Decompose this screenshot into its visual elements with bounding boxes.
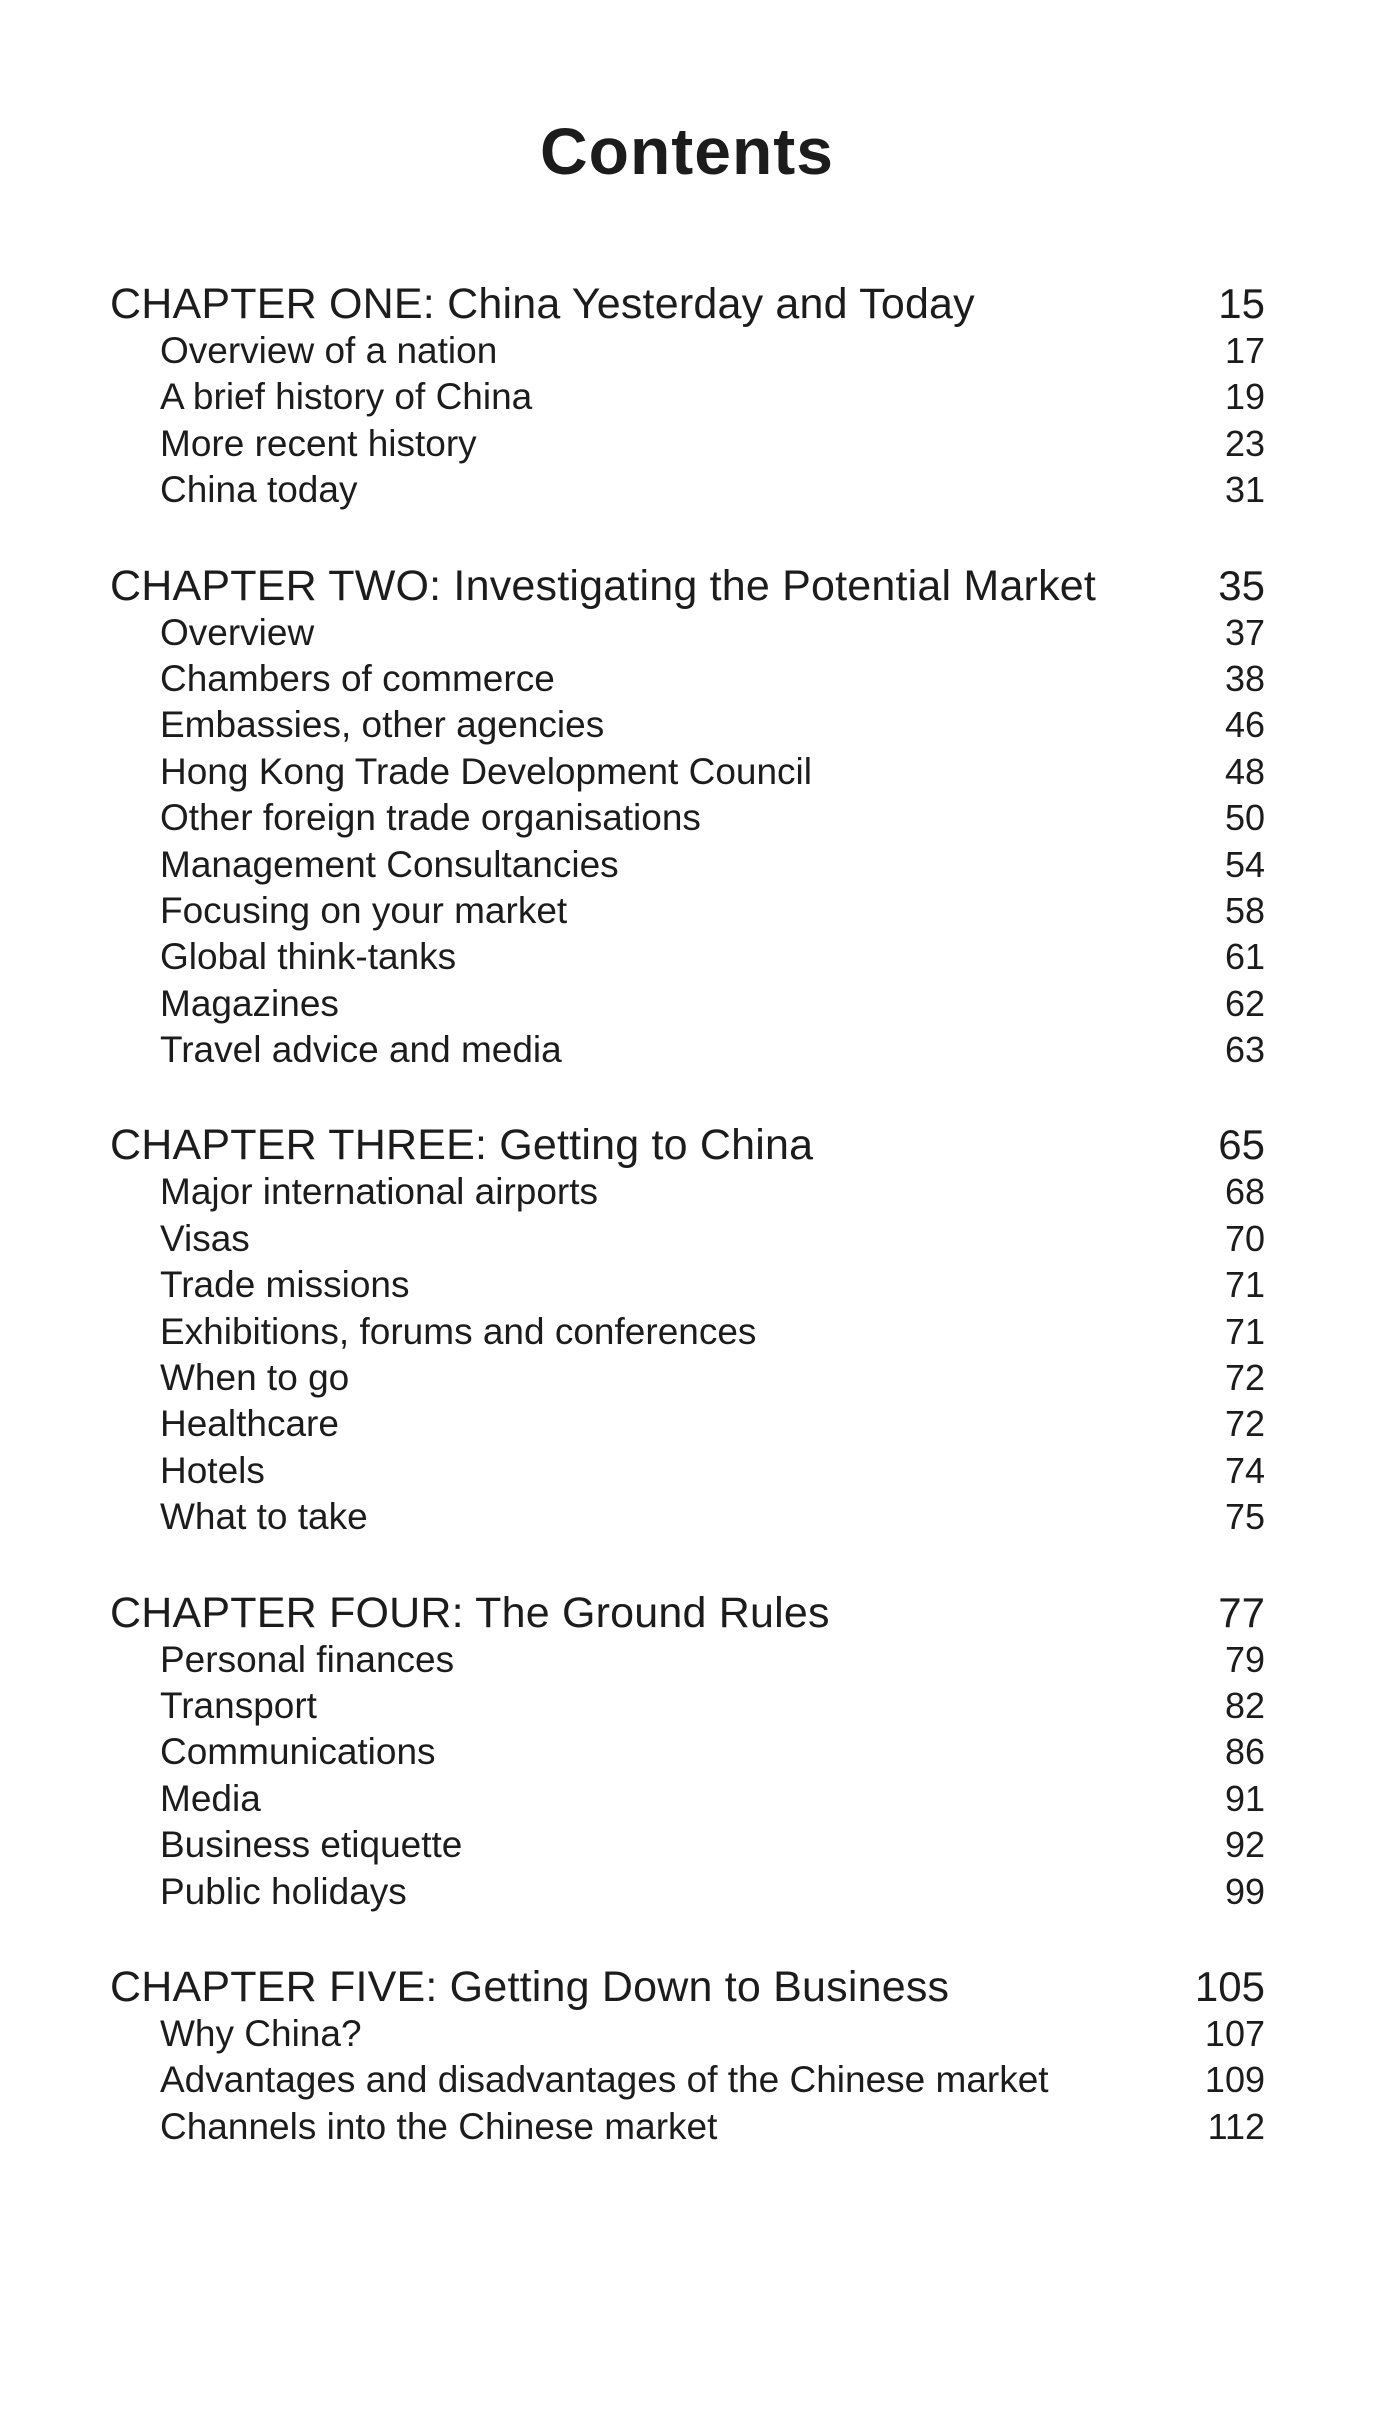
toc-entry[interactable]	[110, 1027, 1265, 1073]
toc-entry[interactable]	[110, 1401, 1265, 1447]
toc-entry[interactable]	[110, 2011, 1265, 2057]
toc-entry[interactable]	[110, 1729, 1265, 1775]
entry-title: China today	[160, 469, 358, 511]
chapter-four	[110, 1589, 1265, 1915]
chapter-five	[110, 1963, 1265, 2150]
entry-title: Embassies, other agencies	[160, 704, 605, 746]
entry-title: What to take	[160, 1496, 368, 1538]
entry-title: Transport	[160, 1684, 317, 1726]
chapter-page-number: 35	[1218, 561, 1265, 609]
entry-page-number: 63	[1224, 1029, 1265, 1071]
entry-page-number: 19	[1224, 376, 1265, 418]
toc-entry[interactable]	[110, 888, 1265, 934]
entry-title: Chambers of commerce	[160, 657, 555, 699]
entry-title: A brief history of China	[160, 376, 533, 418]
entry-title: Healthcare	[160, 1403, 339, 1445]
chapter-title: CHAPTER FOUR: The Ground Rules	[110, 1588, 830, 1637]
entry-title: Visas	[160, 1217, 250, 1259]
entry-page-number: 58	[1224, 889, 1265, 931]
toc-entry[interactable]	[110, 1169, 1265, 1215]
entry-title: When to go	[160, 1357, 350, 1399]
entry-title: Public holidays	[160, 1870, 407, 1912]
chapter-heading[interactable]	[110, 1589, 1265, 1637]
table-of-contents	[110, 280, 1265, 2198]
toc-entry[interactable]	[110, 1355, 1265, 1401]
toc-entry[interactable]	[110, 421, 1265, 467]
chapter-two	[110, 562, 1265, 1074]
entry-page-number: 99	[1224, 1870, 1265, 1912]
chapter-heading[interactable]	[110, 562, 1265, 610]
entry-title: More recent history	[160, 422, 477, 464]
chapter-title: CHAPTER THREE: Getting to China	[110, 1121, 814, 1170]
entry-title: Hong Kong Trade Development Council	[160, 750, 812, 792]
entry-title: Overview of a nation	[160, 330, 498, 371]
chapter-title: CHAPTER TWO: Investigating the Potential Market	[110, 561, 1097, 610]
entry-title: Business etiquette	[160, 1824, 463, 1866]
chapter-page-number: 105	[1194, 1962, 1265, 2010]
chapter-page-number: 15	[1218, 280, 1265, 327]
entry-title: Media	[160, 1777, 261, 1819]
chapter-one	[110, 280, 1265, 514]
entry-page-number: 48	[1224, 750, 1265, 792]
entry-page-number: 109	[1204, 2059, 1265, 2101]
chapter-title: CHAPTER ONE: China Yesterday and Today	[110, 280, 975, 328]
entry-page-number: 72	[1224, 1403, 1265, 1445]
entry-page-number: 72	[1224, 1357, 1265, 1399]
entry-page-number: 75	[1224, 1496, 1265, 1538]
entry-page-number: 62	[1224, 982, 1265, 1024]
toc-entry[interactable]	[110, 842, 1265, 888]
toc-entry[interactable]	[110, 981, 1265, 1027]
entry-title: Personal finances	[160, 1638, 455, 1680]
entry-page-number: 79	[1224, 1638, 1265, 1680]
entry-page-number: 70	[1224, 1217, 1265, 1259]
entry-page-number: 68	[1224, 1171, 1265, 1213]
chapter-heading[interactable]	[110, 1121, 1265, 1169]
toc-entry[interactable]	[110, 1216, 1265, 1262]
chapter-page-number: 77	[1218, 1588, 1265, 1636]
entry-page-number: 74	[1224, 1449, 1265, 1491]
entry-title: Overview	[160, 611, 315, 653]
toc-entry[interactable]	[110, 2057, 1265, 2103]
entry-page-number: 71	[1224, 1264, 1265, 1306]
toc-entry[interactable]	[110, 934, 1265, 980]
entry-page-number: 91	[1224, 1777, 1265, 1819]
entry-page-number: 86	[1224, 1731, 1265, 1773]
entry-title: Major international airports	[160, 1171, 599, 1213]
entry-title: Exhibitions, forums and conferences	[160, 1310, 757, 1352]
toc-entry[interactable]	[110, 1776, 1265, 1822]
page-title: Contents	[540, 114, 834, 188]
entry-page-number: 71	[1224, 1310, 1265, 1352]
chapter-heading[interactable]	[110, 1963, 1265, 2011]
toc-entry[interactable]	[110, 1309, 1265, 1355]
chapter-title: CHAPTER FIVE: Getting Down to Business	[110, 1962, 950, 2011]
toc-entry[interactable]	[110, 656, 1265, 702]
entry-page-number: 112	[1207, 2105, 1265, 2147]
entry-page-number: 107	[1204, 2012, 1265, 2054]
entry-title: Focusing on your market	[160, 889, 568, 931]
toc-entry[interactable]	[110, 702, 1265, 748]
entry-title: Global think-tanks	[160, 936, 457, 978]
chapter-heading[interactable]	[110, 280, 1265, 328]
entry-title: Advantages and disadvantages of the Chinese market	[160, 2059, 1049, 2101]
entry-page-number: 54	[1224, 843, 1265, 885]
entry-title: Channels into the Chinese market	[160, 2105, 718, 2147]
toc-entry[interactable]	[110, 1683, 1265, 1729]
toc-entry[interactable]	[110, 1822, 1265, 1868]
toc-entry[interactable]	[110, 795, 1265, 841]
entry-page-number: 50	[1224, 797, 1265, 839]
entry-title: Magazines	[160, 982, 339, 1024]
toc-entry[interactable]	[110, 1448, 1265, 1494]
entry-page-number: 37	[1224, 611, 1265, 653]
entry-page-number: 46	[1224, 704, 1265, 746]
toc-entry[interactable]	[110, 467, 1265, 513]
entry-page-number: 31	[1224, 469, 1265, 511]
entry-title: Communications	[160, 1731, 436, 1773]
toc-entry[interactable]	[110, 749, 1265, 795]
toc-entry[interactable]	[110, 610, 1265, 656]
entry-title: Other foreign trade organisations	[160, 797, 701, 839]
toc-entry[interactable]	[110, 1869, 1265, 1915]
toc-entry[interactable]	[110, 1637, 1265, 1683]
toc-entry[interactable]	[110, 328, 1265, 374]
entry-title: Travel advice and media	[160, 1029, 562, 1071]
toc-entry[interactable]	[110, 1494, 1265, 1540]
entry-page-number: 38	[1224, 657, 1265, 699]
entry-page-number: 92	[1224, 1824, 1265, 1866]
chapter-three	[110, 1121, 1265, 1540]
toc-entry[interactable]	[110, 1262, 1265, 1308]
entry-title: Why China?	[160, 2012, 362, 2054]
toc-entry[interactable]	[110, 2104, 1265, 2150]
entry-title: Management Consultancies	[160, 843, 619, 885]
entry-page-number: 82	[1224, 1684, 1265, 1726]
entry-title: Hotels	[160, 1449, 265, 1491]
toc-entry[interactable]	[110, 374, 1265, 420]
chapter-page-number: 65	[1218, 1121, 1265, 1169]
entry-page-number: 61	[1224, 936, 1265, 978]
entry-page-number: 23	[1224, 422, 1265, 464]
entry-page-number: 17	[1224, 330, 1265, 371]
entry-title: Trade missions	[160, 1264, 410, 1306]
